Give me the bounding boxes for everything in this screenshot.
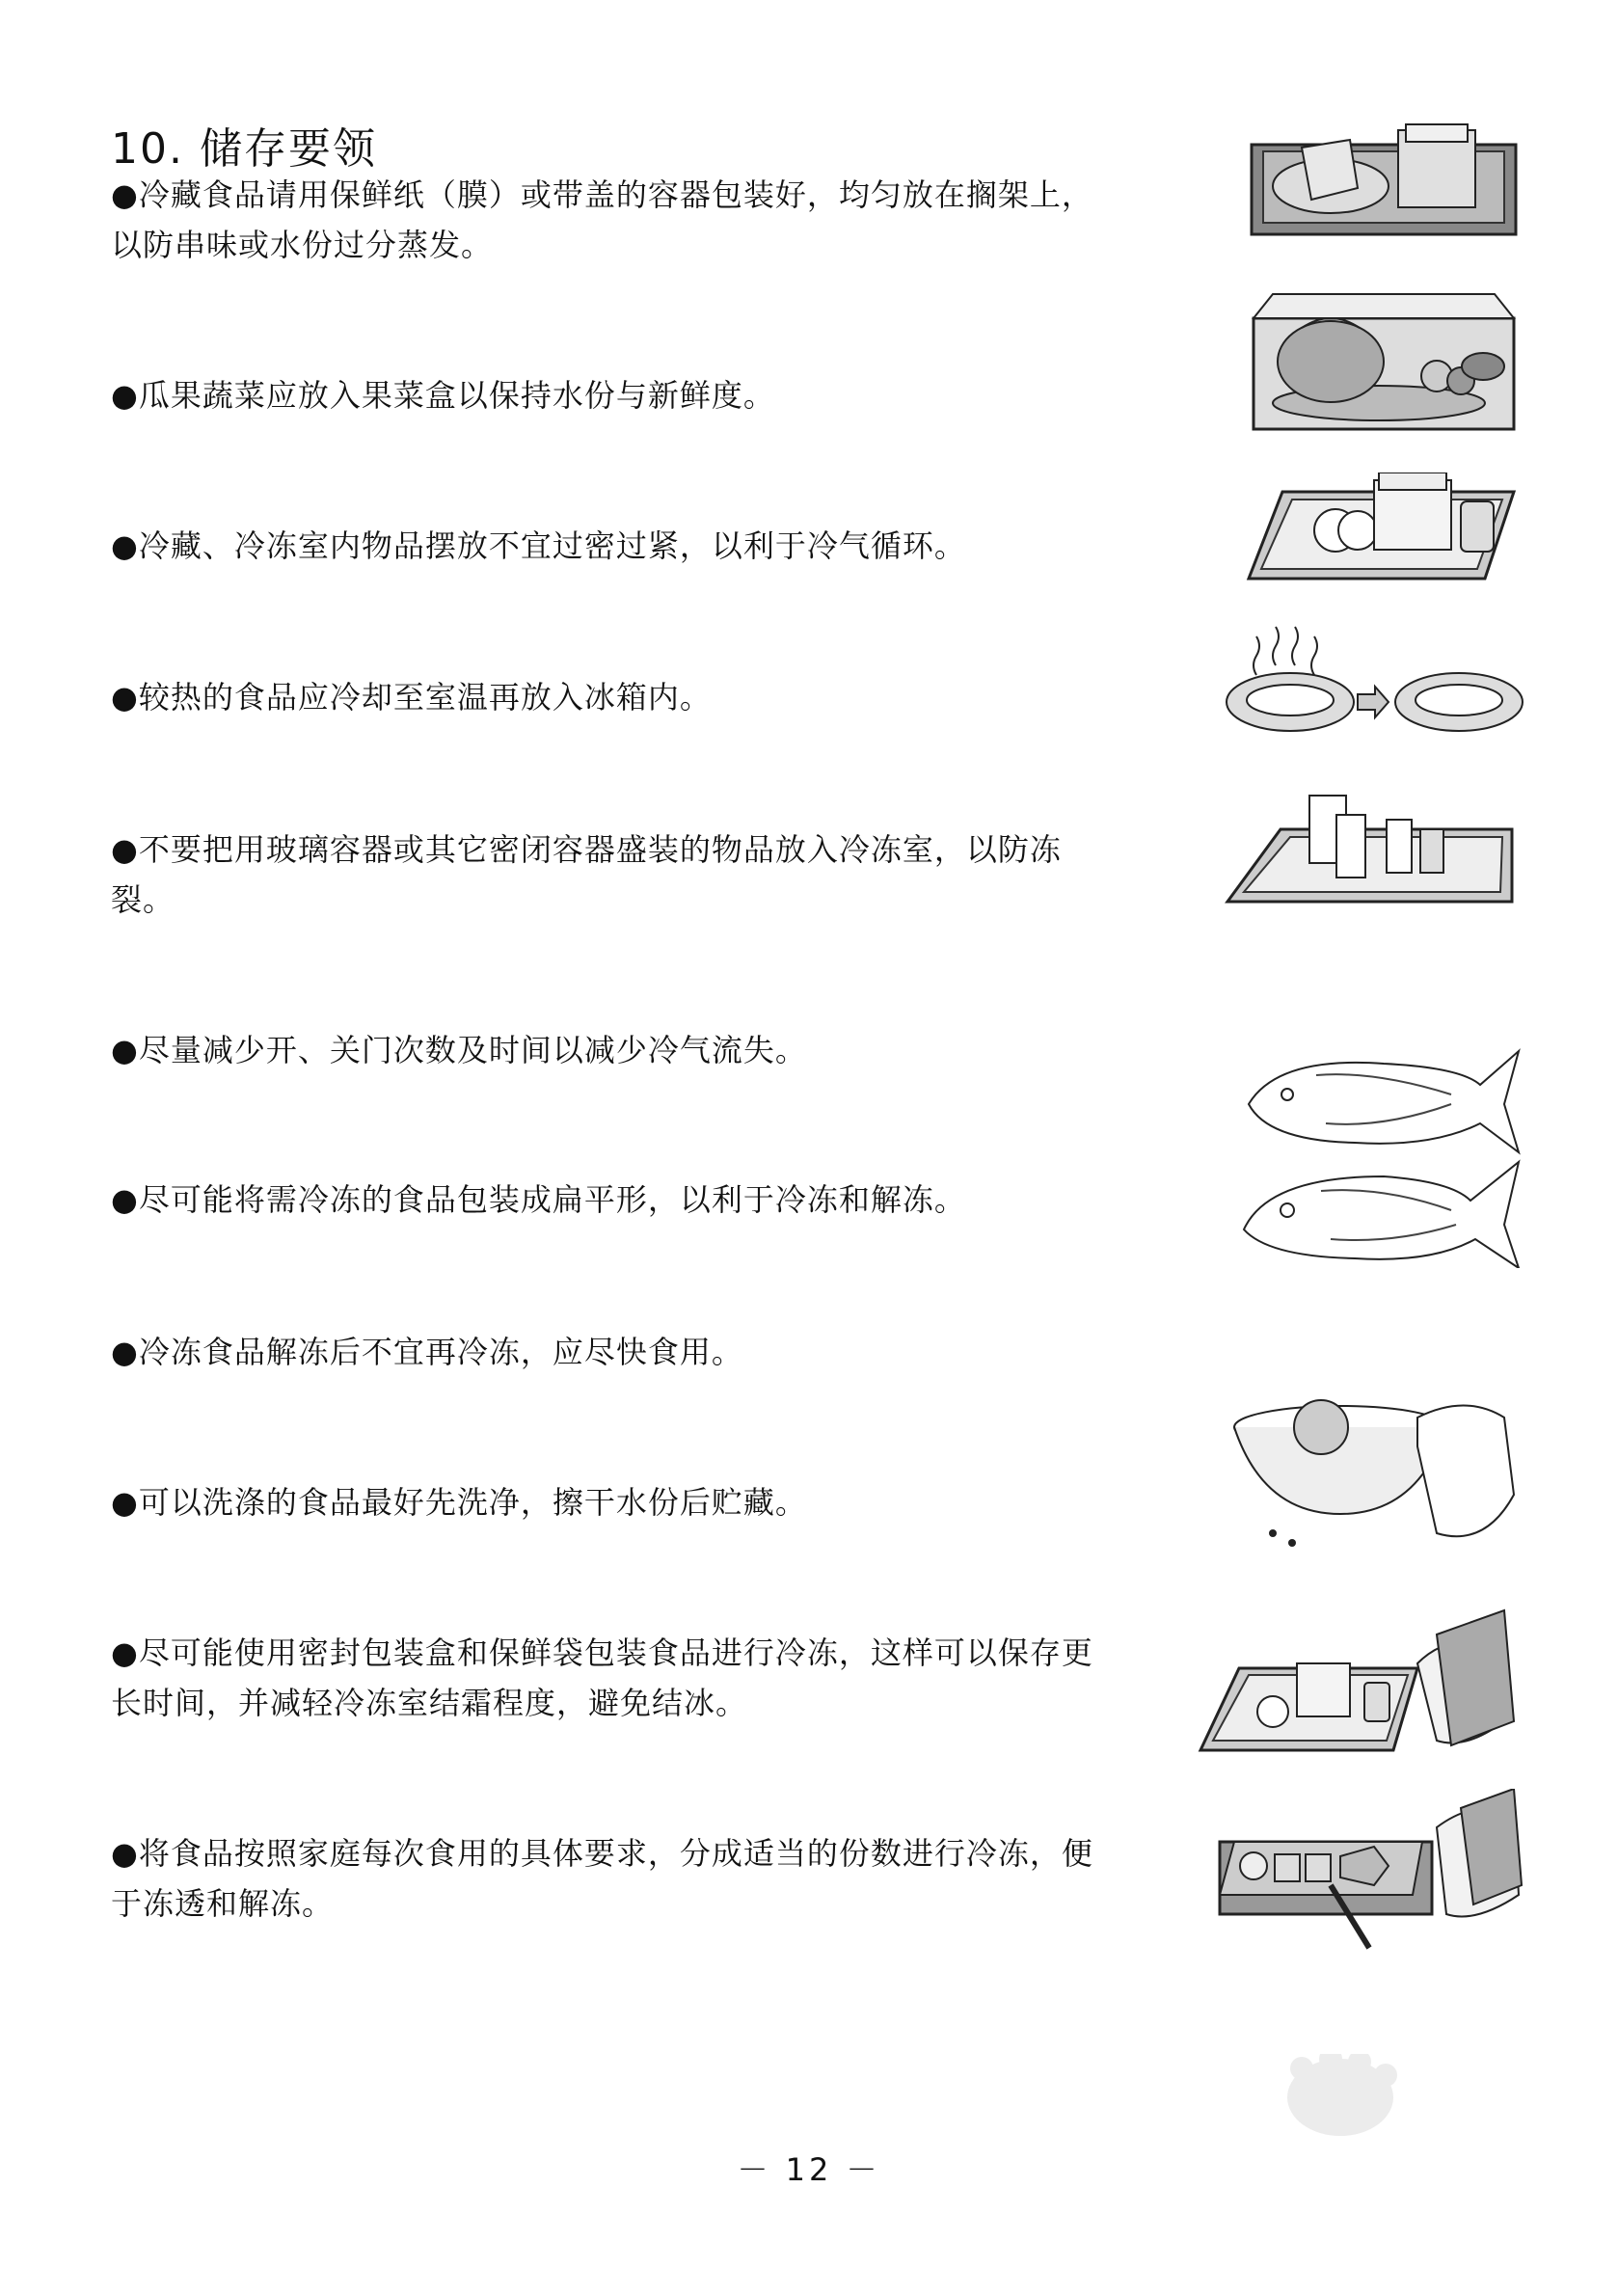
tray-with-boxes-illustration [1244,121,1524,241]
storage-tip-4: ●较热的食品应冷却至室温再放入冰箱内。 [111,679,712,716]
washing-fruit-illustration [1225,1389,1519,1553]
storage-tip-9: ●可以洗涤的食品最好先洗净，擦干水份后贮藏。 [111,1484,807,1521]
cutting-board-illustration [1215,1789,1524,1953]
storage-tip-10: ●尽可能使用密封包装盒和保鲜袋包装食品进行冷冻，这样可以保存更长时间，并减轻冷冻室结霜程度，避免结冰。 [111,1634,1093,1721]
page-title: 10. 储存要领 [111,124,377,174]
vegetable-crisper-illustration [1244,289,1524,434]
storage-tip-3: ●冷藏、冷冻室内物品摆放不宜过密过紧，以利于冷气循环。 [111,527,966,564]
tray-with-wrap-roll-illustration [1196,1606,1524,1760]
storage-tip-5: ●不要把用玻璃容器或其它密闭容器盛装的物品放入冷冻室，以防冻裂。 [111,831,1062,918]
flat-wrapped-fish-illustration [1239,1046,1524,1268]
shelf-with-items-illustration [1244,473,1524,583]
storage-tip-2: ●瓜果蔬菜应放入果菜盒以保持水份与新鲜度。 [111,377,775,414]
hot-to-cool-fish-illustration [1223,617,1526,738]
storage-tip-6: ●尽量减少开、关门次数及时间以减少冷气流失。 [111,1032,807,1068]
storage-tip-1: ●冷藏食品请用保鲜纸（膜）或带盖的容器包装好，均匀放在搁架上，以防串味或水份过分蒸发。 [111,176,1093,263]
glass-containers-illustration [1223,791,1517,906]
storage-tip-11: ●将食品按照家庭每次食用的具体要求，分成适当的份数进行冷冻，便于冻透和解冻。 [111,1835,1093,1922]
page-number: － 12 － [737,2151,881,2188]
storage-tip-7: ●尽可能将需冷冻的食品包装成扁平形，以利于冷冻和解冻。 [111,1181,966,1218]
baidu-watermark-logo [1133,2054,1538,2276]
storage-tip-8: ●冷冻食品解冻后不宜再冷冻，应尽快食用。 [111,1334,743,1370]
